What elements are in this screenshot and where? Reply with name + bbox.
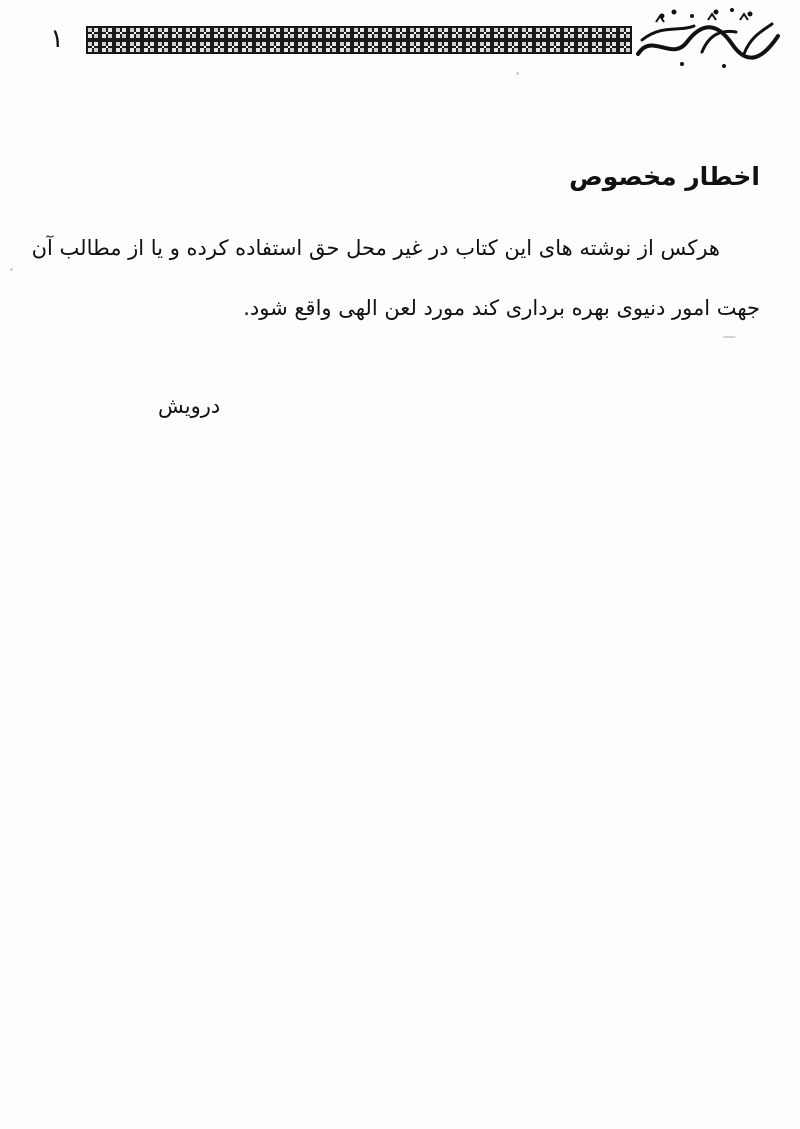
author-signature: درویش: [158, 394, 221, 418]
page-header: [0, 0, 800, 80]
scan-speck: [10, 268, 13, 271]
notice-paragraph: [31, 218, 760, 338]
scan-speck: [516, 72, 519, 75]
paragraph-line-2: جهت امور دنیوی بهره برداری کند مورد لعن الهی واقع شود.: [243, 296, 760, 320]
scan-speck: [722, 336, 736, 338]
decorative-border-band: [86, 26, 632, 54]
notice-heading: اخطار مخصوص: [569, 162, 760, 191]
calligraphy-logo-icon: [632, 2, 782, 72]
paragraph-line-1: هرکس از نوشته های این کتاب در غیر محل حق استفاده کرده و یا از مطالب آن: [31, 236, 720, 260]
page-number: ۱: [50, 24, 64, 54]
